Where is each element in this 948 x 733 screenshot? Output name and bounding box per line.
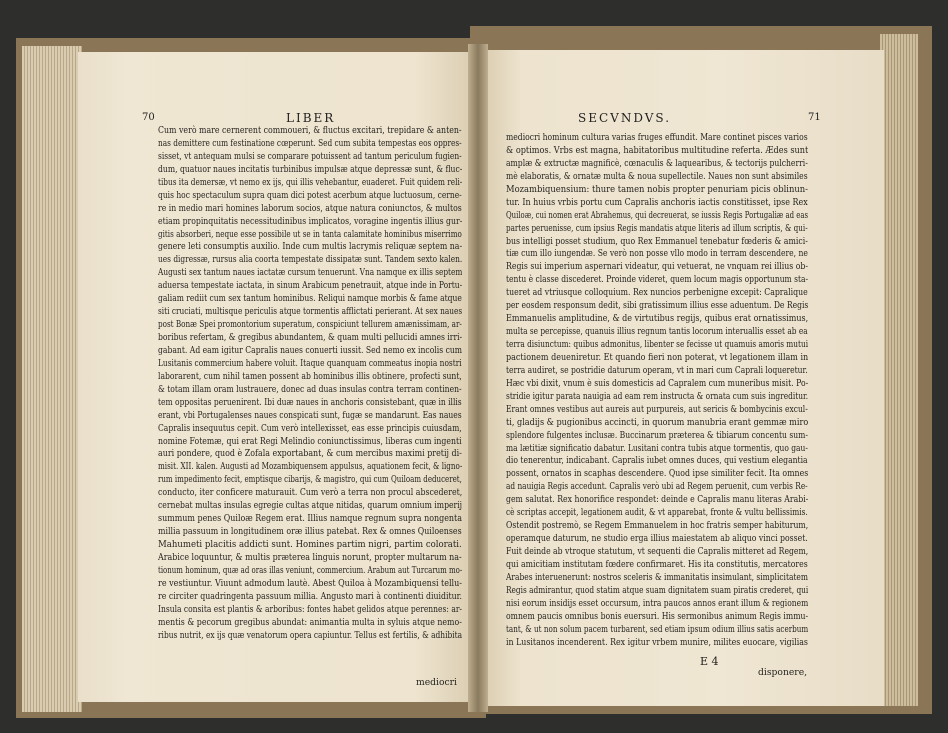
text-line: Mahumeti placitis addicti sunt. Homines partim nigri, partim colorati. <box>158 539 462 550</box>
text-line: gem salutat. Rex honorifice respondet: deinde e Capralis manu literas Arabi- <box>506 494 808 506</box>
text-line: possent, ornatos in scaphas descendere. Quod ipse similiter fecit. Ita omnes <box>506 468 808 480</box>
page-edges-left <box>22 46 82 712</box>
text-line: Mozambiquensium: thure tamen nobis propter penuriam picis oblinun- <box>506 183 808 195</box>
text-line: summum penes Quiloæ Regem erat. Illius namque regnum supra nongenta <box>158 513 462 525</box>
text-line: multa se percepisse, quanuis illius regnum tantis locorum interuallis esset ab ea <box>506 326 808 338</box>
text-line: boribus refertam, & gregibus abundantem, & quam multi pellucidi amnes irri- <box>158 332 462 343</box>
text-line: terra audiret, se postridie daturum operam, vt in mari cum Caprali loqueretur. <box>506 364 808 376</box>
text-line: galiam rediit cum sex tantum hominibus. Reliqui namque morbis & fame atque <box>158 293 462 305</box>
text-line: Cum verò mare cernerent commoueri, & fluctus excitari, trepidare & anten- <box>158 125 462 136</box>
text-line: Regis admirantur, quod statim atque suam dignitatem suam piratis crederet, qui <box>506 584 808 596</box>
text-line: gabant. Ad eam igitur Capralis naues conuerti iussit. Sed nemo ex incolis cum <box>158 344 462 356</box>
right-signature: E 4 <box>700 655 719 668</box>
text-line: Erant omnes vestibus aut aureis aut purpureis, aut sericis & bombycinis excul- <box>506 403 808 415</box>
text-line: cè scriptas accepit, legationem audit, & vt apparebat, fronte & vultu bellissimis. <box>506 507 808 519</box>
text-line: cernebat multas insulas egregie cultas atque nitidas, quarum omnium imperij <box>158 500 462 512</box>
text-line: Insula consita est plantis & arboribus: fontes habet gelidos atque perennes: ar- <box>158 603 462 615</box>
text-line: Capralis insequutus cepit. Cum verò intellexisset, eas esse principis cuiusdam, <box>158 422 462 434</box>
text-line: mè elaboratis, & ornatæ multa & noua supellectile. Naues non sunt absimiles <box>506 170 808 182</box>
left-running-head: LIBER <box>286 111 336 125</box>
text-line: amplæ & extructæ magnificè, cœnaculis & laquearibus, & tectorijs pulcherri- <box>506 157 808 169</box>
text-line: tant, & ut non solum pacem turbarent, sed etiam ipsum odium illius satis acerbum <box>506 623 808 635</box>
text-line: stridie igitur parata nauigia ad eam rem instructa & ornata cum suis ingreditur. <box>506 390 808 402</box>
text-line: re vestiuntur. Viuunt admodum lautè. Abest Quiloa à Mozambiquensi tellu- <box>158 577 462 589</box>
text-line: Arabice loquuntur, & multis præterea linguis norunt, propter multarum na- <box>158 551 462 563</box>
text-line: in Lusitanos incenderent. Rex igitur vrbem munire, milites euocare, vigilias <box>506 636 808 648</box>
text-line: re circiter quadringenta passuum millia. Angusto mari à continenti diuiditur. <box>158 590 462 602</box>
text-line: ma lætitiæ significatio dabatur. Lusitani contra tubis atque tormentis, quo gau- <box>506 442 808 454</box>
text-line: tibus ita demersæ, vt nemo ex ijs, qui illis vehebantur, euaderet. Fuit quidem reli- <box>158 176 462 188</box>
text-line: millia passuum in longitudinem oræ illius patebat. Rex & omnes Quiloenses <box>158 526 462 538</box>
book-gutter <box>468 44 488 712</box>
text-line: erant, vbi Portugalenses naues conspicati sunt, fugæ se mandarunt. Eas naues <box>158 409 462 421</box>
text-line: per eosdem responsum dedit, sibi gratissimum illius esse aduentum. De Regis <box>506 300 808 312</box>
text-line: gitis absorberi, neque esse possibile ut se in tanta calamitate hominibus miserrimo <box>158 228 462 240</box>
text-line: tentu è classe discederet. Proinde videret, quem locum magis opportunum sta- <box>506 274 808 286</box>
text-line: Lusitanis commercium habere voluit. Itaque quanquam commeatus inopia nostri <box>158 357 462 369</box>
text-line: siti cruciati, multisque periculis atque tormentis afflictati perierant. At sex naues <box>158 306 462 318</box>
right-text-block <box>506 132 808 650</box>
text-line: omnem paucis omnibus bonis euersuri. His sermonibus animum Regis immu- <box>506 610 808 622</box>
text-line: auri pondere, quod è Zofala exportabant, & cum mercibus maximi pretij di- <box>158 448 462 460</box>
text-line: tionum hominum, quæ ad oras illas veniunt, commercium. Arabum aut Turcarum mo- <box>158 564 462 576</box>
text-line: tem oppositas peruenirent. Ibi duæ naues in anchoris consistebant, quæ in illis <box>158 396 462 408</box>
text-line: bus intelligi posset studium, quo Rex Emmanuel tenebatur fœderis & amici- <box>506 235 808 247</box>
left-text-block <box>158 125 462 643</box>
text-line: partes peruenisse, cum ipsius Regis mandatis atque literis ad illum scriptis, & qui- <box>506 222 808 234</box>
right-catchword: disponere, <box>758 667 808 678</box>
text-line: qui amicitiam institutam fœdere confirmaret. His ita constitutis, mercatores <box>506 558 808 570</box>
text-line: mediocri hominum cultura varias fruges effundit. Mare continet pisces varios <box>506 132 808 143</box>
page-edges-right <box>880 34 918 706</box>
text-line: pactionem deueniretur. Et quando fieri non poterat, vt legationem illam in <box>506 351 808 363</box>
left-catchword: mediocri <box>416 677 457 688</box>
text-line: terra disiunctum: quibus admonitus, libenter se fecisse ut quamuis amoris mutui <box>506 339 808 350</box>
text-line: Fuit deinde ab vtroque statutum, vt sequenti die Capralis mitteret ad Regem, <box>506 546 808 557</box>
text-line: operamque daturum, ne studio erga illius maiestatem ab aliquo vinci posset. <box>506 533 808 545</box>
text-line: ti, gladijs & pugionibus accincti, in quorum manubria erant gemmæ miro <box>506 416 808 428</box>
text-line: dio tenerentur, indicabant. Capralis iubet omnes duces, qui vestium elegantia <box>506 455 808 467</box>
text-line: ad nauigia Regis accedunt. Capralis verò ubi ad Regem peruenit, cum verbis Re- <box>506 481 808 493</box>
text-line: ues digressæ, rursus alia coorta tempestate dissipatæ sunt. Tandem sexto kalen. <box>158 254 462 266</box>
text-line: nisi eorum insidijs esset occursum, intra paucos annos erant illum & regionem <box>506 597 808 609</box>
text-line: dum, quatuor naues incitatis turbinibus impulsæ atque depressæ sunt, & fluc- <box>158 163 462 175</box>
text-line: splendore fulgentes inclusæ. Buccinarum præterea & tibiarum concentu sum- <box>506 429 808 441</box>
text-line: mentis & pecorum gregibus abundat: animantia multa in syluis atque nemo- <box>158 616 462 628</box>
text-line: etiam propinquitatis necessitudinibus implicatos, voragine ingentis illius gur- <box>158 215 462 227</box>
text-line: Regis sui imperium aspernari videatur, qui vetuerat, ne vnquam rei illius ob- <box>506 261 808 273</box>
text-line: laborarent, cum nihil tamen possent ab hominibus illis obtinere, profecti sunt, <box>158 370 462 382</box>
text-line: Hæc vbi dixit, vnum è suis domesticis ad Capralem cum muneribus misit. Po- <box>506 377 808 389</box>
text-line: Emmanuelis amplitudine, & de virtutibus regijs, quibus erat ornatissimus, <box>506 313 808 325</box>
text-line: Arabes interuenerunt: nostros sceleris & immanitatis insimulant, simplicitatem <box>506 571 808 583</box>
text-line: & optimos. Vrbs est magna, habitatoribus multitudine referta. Ædes sunt <box>506 144 808 156</box>
text-line: rum impedimento fecit, emptisque cibarijs, & magistro, qui cum Quiloam deduceret, <box>158 474 462 486</box>
text-line: nomine Fotemæ, qui erat Regi Melindio coniunctissimus, liberas cum ingenti <box>158 435 462 447</box>
right-running-head: SECVNDVS. <box>578 111 672 125</box>
text-line: post Bonæ Spei promontorium superatum, conspiciunt tellurem amænissimam, ar- <box>158 319 462 331</box>
text-line: Ostendit postremò, se Regem Emmanuelem in hoc fratris semper habiturum, <box>506 520 808 532</box>
text-line: tueret ad vtriusque colloquium. Rex nuncios perbenigne excepit: Capralique <box>506 287 808 299</box>
text-line: nas demittere cum festinatione cœperunt. Sed cum subita tempestas eos oppres- <box>158 137 462 149</box>
text-line: tiæ cum illo iungendæ. Se verò non posse vllo modo in terram descendere, ne <box>506 248 808 260</box>
text-line: sisset, vt antequam mulsi se comparare potuissent ad tantum periculum fugien- <box>158 150 462 162</box>
text-line: quis hoc spectaculum supra quam dici potest acerbum atque luctuosum, cerne- <box>158 189 462 201</box>
text-line: aduersa tempestate iactata, in sinum Arabicum penetrauit, atque inde in Portu- <box>158 280 462 292</box>
right-folio: 71 <box>808 112 821 123</box>
text-line: ribus nutrit, ex ijs quæ venatorum opera capiuntur. Tellus est fertilis, & adhibita <box>158 629 462 641</box>
text-line: Quiloæ, cui nomen erat Abrahemus, qui decreuerat, se iussis Regis Portugaliæ ad eas <box>506 209 808 221</box>
text-line: misit. XII. kalen. Augusti ad Mozambiquensem appulsus, aquationem fecit, & ligno- <box>158 461 462 473</box>
text-line: Augusti sex tantum naues iactatæ cursum tenuerunt. Vna namque ex illis septem <box>158 267 462 279</box>
left-folio: 70 <box>142 112 155 123</box>
text-line: tur. In huius vrbis portu cum Capralis anchoris iactis constitisset, ipse Rex <box>506 196 808 208</box>
text-line: & totam illam oram lustrauere, donec ad duas insulas contra terram continen- <box>158 383 462 395</box>
text-line: re in medio mari homines laborum socios, atque natura coniunctos, & multos <box>158 202 462 214</box>
text-line: conducto, iter conficere maturauit. Cum verò a terra non procul abscederet, <box>158 487 462 499</box>
text-line: genere leti consumptis auxilio. Inde cum multis lacrymis reliquæ septem na- <box>158 241 462 253</box>
